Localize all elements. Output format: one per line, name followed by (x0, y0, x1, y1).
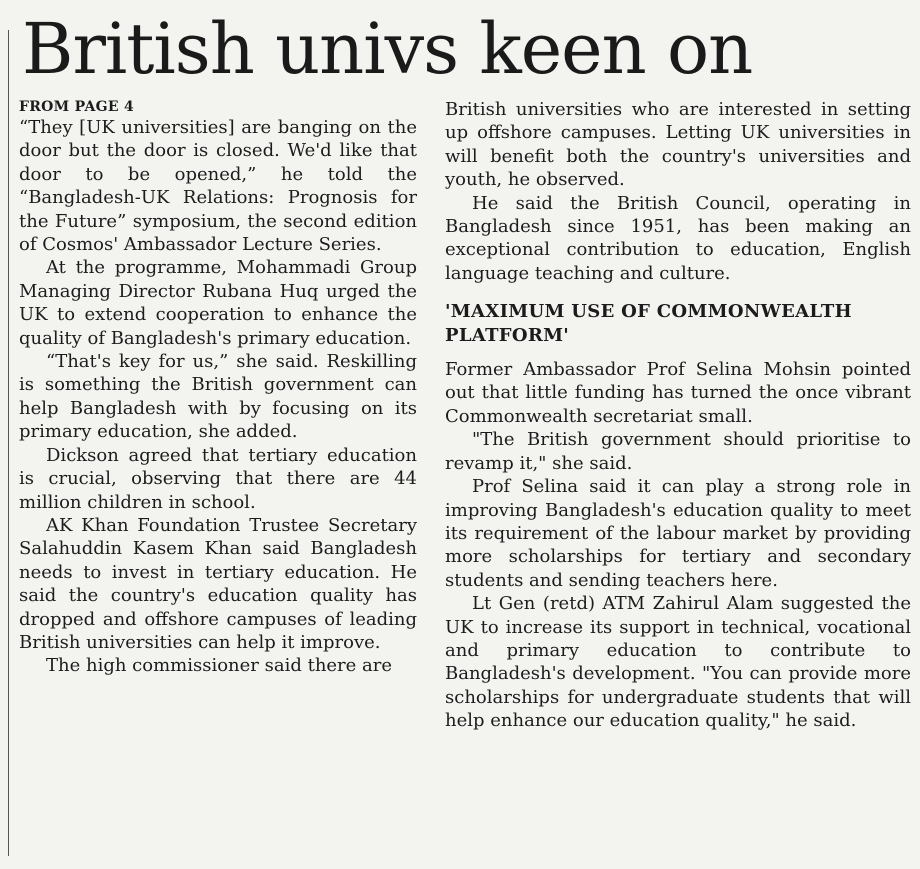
headline: British univs keen on (22, 8, 753, 90)
left-column (19, 98, 417, 678)
right-column (445, 98, 911, 733)
subheading: 'MAXIMUM USE OF COMMONWEALTH PLATFORM' (445, 301, 852, 346)
paragraph: He said the British Council, operating in Bangladesh since 1951, has been making an exceptional contribution to education, English language teaching and culture. (445, 192, 911, 284)
paragraph: Lt Gen (retd) ATM Zahirul Alam suggested the UK to increase its support in technical, vocational and primary education to contribute to Bangladesh's development. "You can provide more scholarships for undergraduate students that will help enhance our education quality," he said. (445, 593, 911, 732)
paragraph: Prof Selina said it can play a strong role in improving Bangladesh's education quality to meet its requirement of the labour market by providing more scholarships for tertiary and secondary students and sending teachers here. (445, 476, 911, 591)
paragraph: Dickson agreed that tertiary education is crucial, observing that there are 44 million children in school. (19, 444, 417, 513)
kicker: FROM PAGE 4 (19, 99, 135, 115)
paragraph: British universities who are interested in setting up offshore campuses. Letting UK universities in will benefit both the country's universities and youth, he observed. (445, 99, 911, 191)
paragraph: "The British government should prioritise to revamp it," she said. (445, 429, 911, 474)
paragraph: AK Khan Foundation Trustee Secretary Salahuddin Kasem Khan said Bangladesh needs to invest in tertiary education. He said the country's education quality has dropped and offshore campuses of leading British universities can help it improve. (19, 514, 417, 653)
paragraph: “That's key for us,” she said. Reskilling is something the British government can help Bangladesh with by focusing on its primary education, she added. (19, 351, 417, 443)
paragraph: The high commissioner said there are (46, 655, 393, 677)
paragraph: At the programme, Mohammadi Group Managing Director Rubana Huq urged the UK to extend cooperation to enhance the quality of Bangladesh's primary education. (19, 257, 417, 349)
paragraph: Former Ambassador Prof Selina Mohsin pointed out that little funding has turned the once vibrant Commonwealth secretariat small. (445, 359, 911, 427)
column-rule (8, 30, 9, 856)
paragraph: “They [UK universities] are banging on the door but the door is closed. We'd like that door to be opened,” he told the “Bangladesh-UK Relations: Prognosis for the Future” symposium, the second edition of Cosmos' Ambassador Lecture Series. (19, 117, 417, 256)
